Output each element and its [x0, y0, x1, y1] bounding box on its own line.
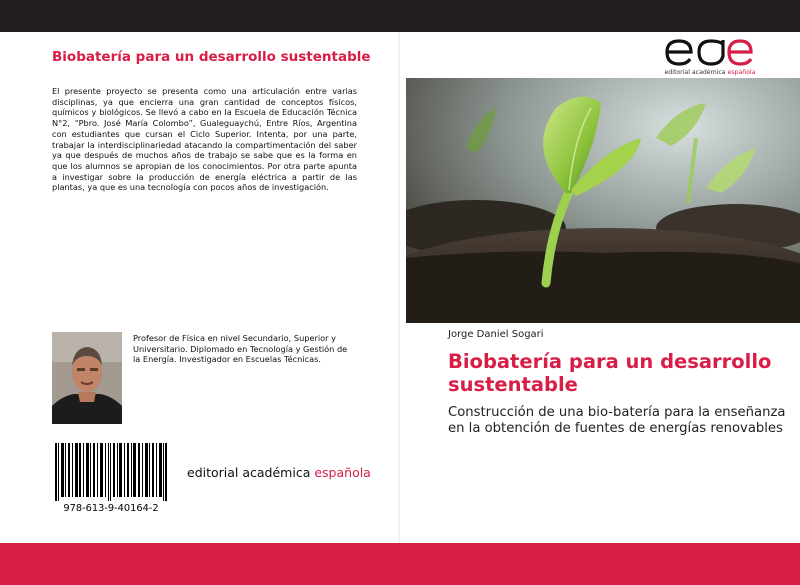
publisher-name-main: editorial académica [187, 465, 315, 480]
front-cover-title: Biobatería para un desarrollo sustentable [448, 350, 772, 396]
publisher-name-accent: española [314, 465, 371, 480]
book-spine [398, 32, 400, 543]
isbn-number: 978-613-9-40164-2 [63, 503, 159, 514]
logo-caption-main: editorial académica [664, 69, 728, 76]
logo-caption-accent: española [727, 69, 756, 76]
back-cover-title: Biobatería para un desarrollo sustentable [52, 49, 371, 65]
barcode [55, 443, 167, 501]
author-photo [52, 332, 122, 424]
bottom-bar [0, 543, 800, 585]
front-cover-subtitle: Construcción de una bio-batería para la enseñanza en la obtención de fuentes de energías renovables [448, 405, 786, 436]
top-bar [0, 0, 800, 32]
author-bio: Profesor de Física en nivel Secundario, Superior y Universitario. Diplomado en Tecnología y Gestión de la Energía. Investigador en Escuelas Técnicas. [133, 333, 348, 365]
cover-photo-seedling [406, 78, 800, 323]
author-name: Jorge Daniel Sogari [448, 329, 544, 340]
back-publisher-name [187, 465, 371, 480]
logo-caption [660, 69, 760, 76]
back-cover-blurb: El presente proyecto se presenta como una articulación entre varias disciplinas, ya que encierra una gran cantidad de conceptos físicos, químicos y biológicos. Se llevó a cabo en la Escuela de Educación Técnica N°2, “Pbro. José María Colombo”, Gualeguaychú, Entre Ríos, Argentina con estudiantes que cursan el Ciclo Superior. Intenta, por una parte, trabajar la interdisciplinariedad atacando la compartimentación del saber ya que después de muchos años de trabajo se sabe que es la forma en que los alumnos se apropian de los conocimientos. Por otra parte apunta a investigar sobre la producción de energía eléctrica a partir de las plantas, ya que es una tecnología con pocos años de investigación. [52, 86, 357, 193]
